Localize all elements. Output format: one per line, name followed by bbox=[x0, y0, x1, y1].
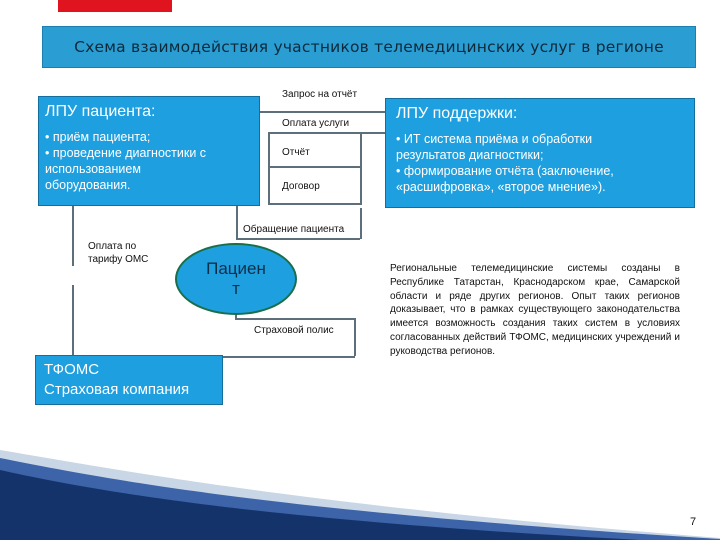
connector-policy-right bbox=[354, 318, 356, 356]
page-number: 7 bbox=[690, 516, 697, 528]
connector-appeal-right bbox=[360, 208, 362, 239]
connector-contract-line bbox=[268, 203, 362, 205]
box-patient-clinic-title: ЛПУ пациента: bbox=[45, 103, 156, 120]
label-request-report: Запрос на отчёт bbox=[282, 89, 358, 100]
side-paragraph: Региональные телемедицинские системы созданы в Республике Татарстан, Краснодарском крае, Самарской области и ряде других регионов. Опыт таких регионов доказывает, что в рамках существующего законодательства имеется возможность создания таких систем в условиях согласованных действий ТФОМС, медицинских учреждений и руководства регионов. bbox=[390, 263, 680, 357]
patient-label-2: т bbox=[232, 279, 240, 298]
connector-payment-line bbox=[268, 132, 385, 134]
box-support-clinic-line: «расшифровка», «второе мнение»). bbox=[396, 180, 606, 194]
box-patient-clinic-line: оборудования. bbox=[45, 178, 131, 192]
label-contract: Договор bbox=[282, 181, 320, 192]
label-report: Отчёт bbox=[282, 147, 310, 158]
slide-title: Схема взаимодействия участников телемедицинских услуг в регионе bbox=[42, 26, 696, 68]
connector-tfoms-line bbox=[223, 356, 355, 358]
box-support-clinic-line: • ИТ система приёма и обработки bbox=[396, 132, 593, 146]
connector-appeal-line bbox=[236, 238, 360, 240]
connector-left-vertical bbox=[268, 132, 270, 204]
box-tfoms bbox=[35, 355, 223, 405]
patient-label-1: Пациен bbox=[206, 259, 266, 278]
connector-request-line bbox=[260, 111, 385, 113]
connector-report-line bbox=[268, 166, 362, 168]
box-support-clinic-line: • формирование отчёта (заключение, bbox=[396, 164, 614, 178]
top-accent-bar bbox=[58, 0, 172, 12]
connector-oms-top bbox=[72, 206, 74, 266]
box-support-clinic-line: результатов диагностики; bbox=[396, 148, 544, 162]
patient-node bbox=[175, 243, 297, 315]
label-oms-payment-1: Оплата по bbox=[88, 241, 137, 252]
label-oms-payment-2: тарифу ОМС bbox=[88, 254, 149, 265]
box-patient-clinic-line: • приём пациента; bbox=[45, 130, 151, 144]
box-support-clinic-body bbox=[396, 131, 684, 195]
box-patient-clinic bbox=[38, 96, 260, 206]
label-insurance-policy: Страховой полис bbox=[254, 325, 334, 336]
connector-policy-line bbox=[235, 318, 355, 320]
box-patient-clinic-body bbox=[45, 129, 253, 193]
box-support-clinic bbox=[385, 98, 695, 208]
connector-right-vertical bbox=[360, 132, 362, 204]
label-patient-appeal: Обращение пациента bbox=[243, 224, 345, 235]
box-patient-clinic-line: использованием bbox=[45, 162, 141, 176]
box-tfoms-line-1: ТФОМС bbox=[44, 361, 100, 378]
box-support-clinic-title: ЛПУ поддержки: bbox=[396, 105, 518, 122]
box-patient-clinic-line: • проведение диагностики с bbox=[45, 146, 207, 160]
bottom-wave-decoration bbox=[0, 450, 720, 540]
label-payment: Оплата услуги bbox=[282, 118, 350, 129]
box-tfoms-line-2: Страховая компания bbox=[44, 381, 190, 398]
connector-appeal-vertical bbox=[236, 206, 238, 238]
connector-oms-bottom bbox=[72, 285, 74, 355]
